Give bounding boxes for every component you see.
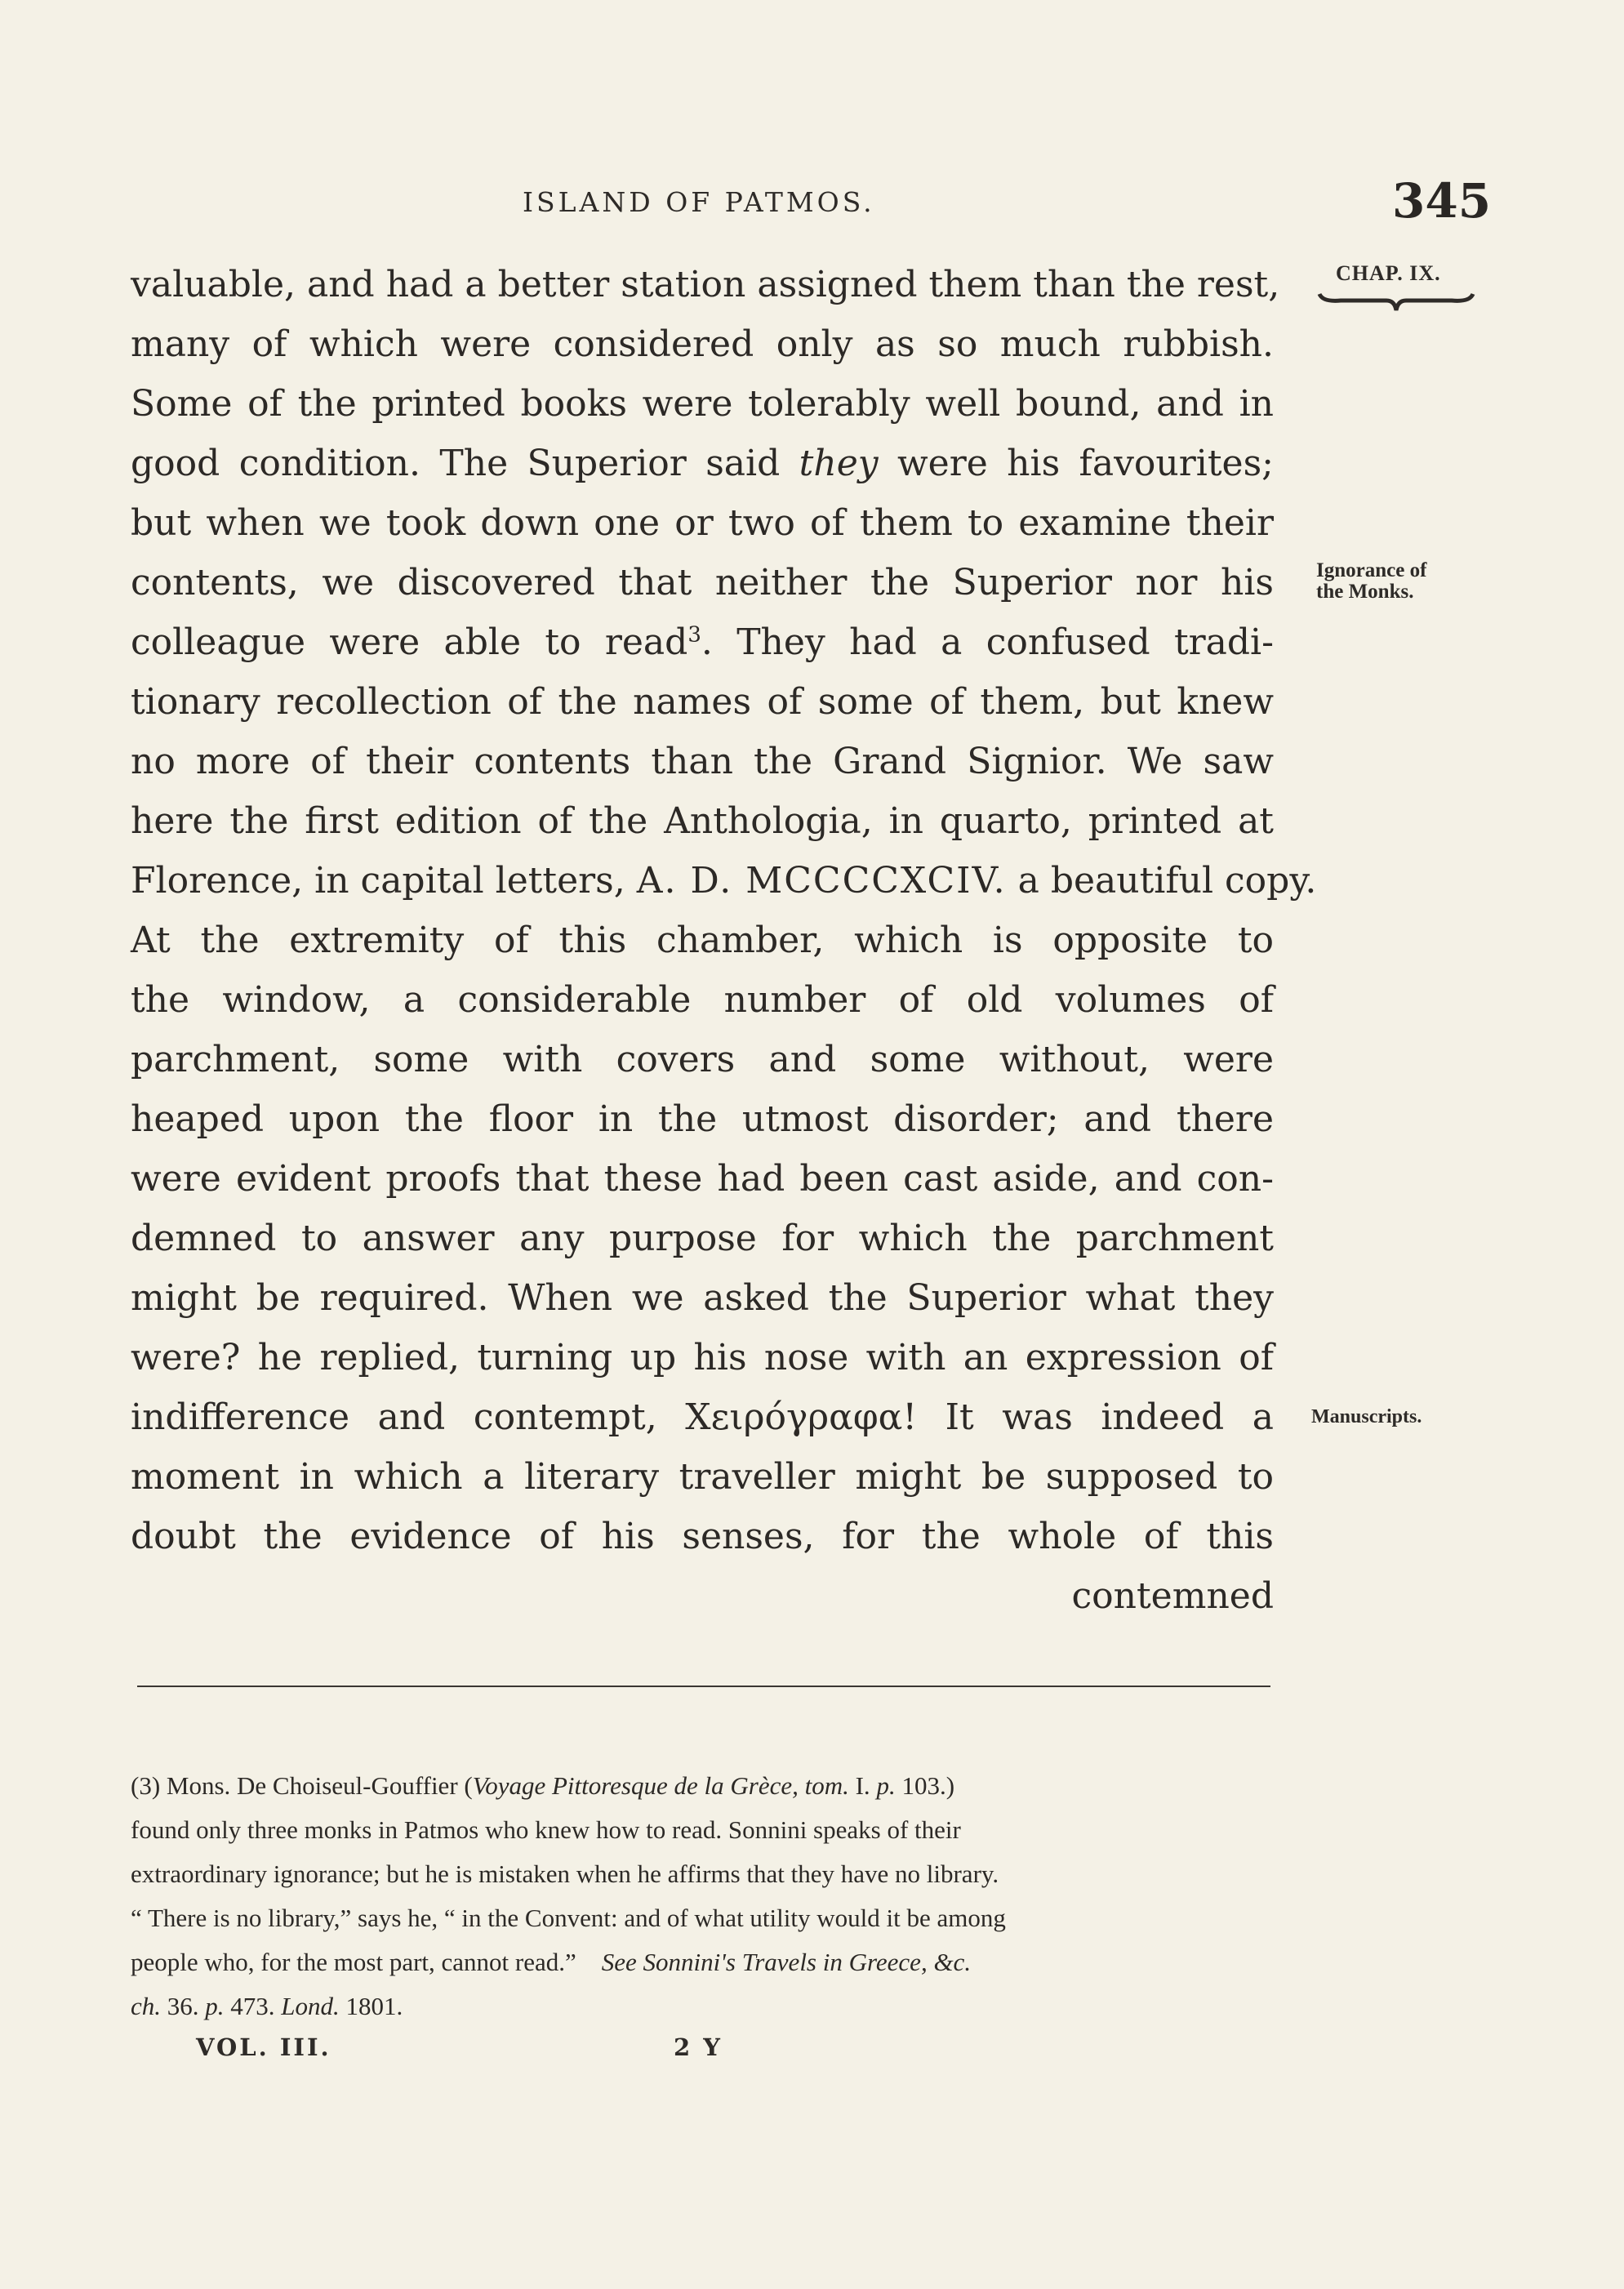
text-line: were evident proofs that these had been cast aside, and con-	[131, 1158, 1274, 1200]
text-line: demned to answer any purpose for which the parchment	[131, 1218, 1274, 1259]
text-line: no more of their contents than the Grand Signior. We saw	[131, 741, 1274, 782]
footnote-italic: ch.	[131, 1992, 162, 2020]
footnote-italic: Voyage Pittoresque de la Grèce, tom.	[472, 1771, 849, 1800]
volume-label: VOL. III.	[196, 2033, 331, 2061]
text-segment: were his favourites;	[897, 443, 1274, 484]
text-line: might be required. When we asked the Superior what they	[131, 1277, 1274, 1319]
catchword: contemned	[1071, 1575, 1274, 1617]
footnote-segment: people who, for the most part, cannot read.”	[131, 1948, 576, 1976]
text-line: the window, a considerable number of old volumes of	[131, 979, 1274, 1021]
chapter-marginal-note: CHAP. IX.	[1336, 261, 1441, 285]
emphasis-text: they	[799, 443, 879, 484]
chapter-brace-ornament	[1316, 291, 1476, 315]
text-line: contents, we discovered that neither the Superior nor his	[131, 562, 1274, 603]
text-line: doubt the evidence of his senses, for the whole of this	[131, 1516, 1274, 1557]
text-segment: good condition. The Superior said	[131, 443, 781, 484]
text-line: many of which were considered only as so much rubbish.	[131, 323, 1274, 365]
ignorance-note-line-1: Ignorance of	[1316, 559, 1427, 581]
footnote-line	[131, 1984, 1270, 2028]
footnote-divider	[137, 1686, 1270, 1687]
greek-word: Χειρόγραφα!	[685, 1396, 918, 1438]
footnote-segment: (3) Mons. De Choiseul-Gouffier (	[131, 1771, 473, 1800]
text-line	[131, 612, 1274, 672]
text-line	[131, 1387, 1274, 1447]
footnote-segment: I.	[848, 1771, 877, 1800]
text-line: heaped upon the floor in the utmost disorder; and there	[131, 1098, 1274, 1140]
signature-mark: 2 Y	[674, 2033, 723, 2061]
footnote-reference: 3	[687, 622, 701, 648]
text-line: here the first edition of the Anthologia, in quarto, printed at	[131, 800, 1274, 842]
text-line	[131, 851, 1317, 911]
date-text: A. D. MCCCCXCIV.	[636, 860, 1007, 902]
manuscripts-marginal-note: Manuscripts.	[1311, 1406, 1422, 1427]
footnote-line	[131, 1764, 1270, 1808]
footnote-segment: 473.	[224, 1992, 282, 2020]
text-line	[131, 434, 1274, 493]
main-text	[131, 255, 1317, 1626]
text-segment: a beautiful copy.	[1017, 860, 1317, 902]
footnote-italic: See Sonnini's Travels in Greece, &c.	[601, 1948, 972, 1976]
page-number: 345	[1392, 173, 1492, 229]
text-line: At the extremity of this chamber, which is opposite to	[131, 920, 1274, 961]
footnote-segment: 103.)	[895, 1771, 955, 1800]
footnote-line	[131, 1940, 1270, 1984]
text-line: were? he replied, turning up his nose with an expression of	[131, 1337, 1274, 1378]
footnote-line: extraordinary ignorance; but he is mistaken when he affirms that they have no library.	[131, 1859, 999, 1888]
text-segment: Florence, in capital letters,	[131, 860, 625, 902]
running-title: ISLAND OF PATMOS.	[523, 186, 875, 218]
text-segment: . They had a confused tradi-	[701, 621, 1275, 663]
text-line: valuable, and had a better station assigned them than the rest,	[131, 264, 1280, 305]
text-segment: indifference and contempt,	[131, 1396, 657, 1438]
footnote-italic: p.	[205, 1992, 225, 2020]
footnote-segment: 36.	[161, 1992, 206, 2020]
footnote-italic: Lond.	[281, 1992, 340, 2020]
text-line: but when we took down one or two of them to examine their	[131, 502, 1274, 544]
footnote-segment: 1801.	[339, 1992, 403, 2020]
ignorance-note-line-2: the Monks.	[1316, 581, 1414, 603]
footnote-line: “ There is no library,” says he, “ in the Convent: and of what utility would it be among	[131, 1904, 1006, 1932]
footnote	[131, 1764, 1270, 2028]
text-line: Some of the printed books were tolerably well bound, and in	[131, 383, 1274, 425]
footnote-line: found only three monks in Patmos who knew how to read. Sonnini speaks of their	[131, 1815, 961, 1844]
ignorance-marginal-note	[1316, 560, 1426, 603]
text-segment: colleague were able to read	[131, 621, 688, 663]
text-segment: It was indeed a	[945, 1396, 1274, 1438]
text-line: moment in which a literary traveller might be supposed to	[131, 1456, 1274, 1498]
footnote-italic: p.	[876, 1771, 896, 1800]
text-line: tionary recollection of the names of some of them, but knew	[131, 681, 1274, 723]
text-line: parchment, some with covers and some without, were	[131, 1039, 1274, 1080]
